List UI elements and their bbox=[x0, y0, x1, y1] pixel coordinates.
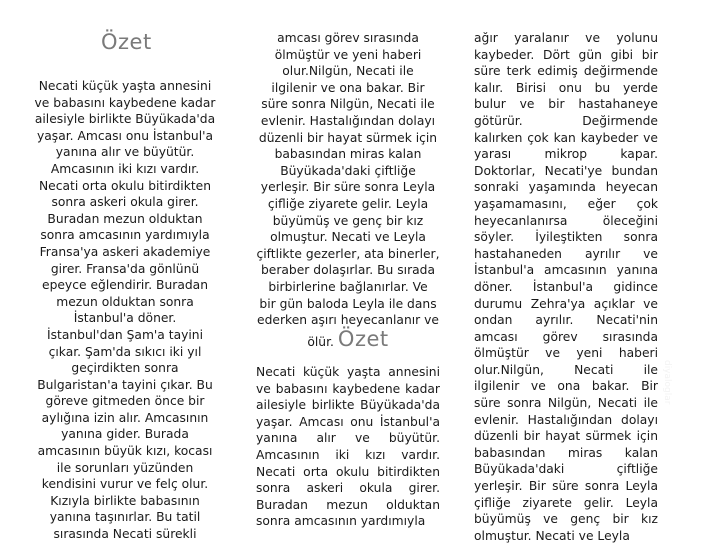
text-column-3 bbox=[474, 30, 658, 544]
text-line: İstanbul'a döner. bbox=[73, 311, 177, 326]
text-line: Amcasının iki kızı vardır. bbox=[256, 447, 440, 462]
text-line: Necati küçük yaşta annesini bbox=[256, 365, 440, 379]
text-line: ederken aşırı heyecanlanır ve bbox=[257, 313, 439, 328]
text-line: yanına gider. Burada bbox=[61, 427, 189, 442]
text-line: Büyükada'daki çiftliğe bbox=[280, 163, 416, 178]
text-line: yaşar. Amcası onu İstanbul'a bbox=[256, 414, 440, 429]
text-line: yerleşir. Bir süre sonra Leyla bbox=[474, 479, 658, 494]
text-line: ailesiyle birlikte Büyükada'da bbox=[34, 112, 216, 127]
text-line: geçirdikten sonra bbox=[71, 361, 179, 376]
text-line: Necati küçük yaşta annesini bbox=[38, 79, 212, 93]
text-line: ondan ayrılır. Necati'nin bbox=[474, 313, 658, 328]
text-line: düzenli bir hayat sürmek için bbox=[474, 429, 658, 444]
text-line: yanına alır ve büyütür. bbox=[55, 145, 195, 160]
text-line: yaşamamasını, eğer çok bbox=[474, 196, 658, 211]
text-line: Bulgaristan'a tayini çıkar. Bu bbox=[37, 377, 213, 392]
text-line: kalır. Birisi onu bu yerde bbox=[474, 80, 658, 95]
text-line: Doktorlar, Necati'ye bundan bbox=[474, 163, 658, 178]
text-line: ile sorunları yüzünden bbox=[56, 460, 194, 475]
text-column-2 bbox=[250, 30, 446, 329]
text-line: süre terk edimiş değirmende bbox=[474, 64, 658, 79]
text-line: olur.Nilgün, Necati ile bbox=[474, 362, 658, 377]
text-line: ve babasını kaybedene kadar bbox=[34, 95, 216, 110]
text-line: epeyce eğlendirir. Buradan bbox=[42, 278, 208, 293]
text-line: yaşar. Amcası onu İstanbul'a bbox=[36, 128, 214, 143]
text-line: büyümüş ve genç bir kız bbox=[474, 512, 658, 527]
text-line: Necati orta okulu bitirdikten bbox=[38, 178, 212, 193]
text-line: süre sonra Nilgün, Necati ile bbox=[261, 97, 435, 112]
text-line: yarası mikrop kapar. bbox=[474, 147, 658, 162]
text-line: Amcasının iki kızı vardır. bbox=[50, 161, 200, 176]
summary-heading-repeat: Özet bbox=[337, 327, 389, 351]
text-line: Necati orta okulu bitirdikten bbox=[256, 464, 440, 479]
text-line: sonraki yaşamında heyecan bbox=[474, 180, 658, 195]
text-line: kalırken çok kan kaybeder ve bbox=[474, 130, 658, 145]
text-line: babasından miras kalan bbox=[474, 445, 658, 460]
text-line: göreve gitmeden önce bir bbox=[45, 394, 205, 409]
summary-heading: Özet bbox=[101, 30, 152, 54]
text-line: döner. İstanbul'a gidince bbox=[474, 279, 658, 294]
text-line: ölmüştür ve yeni haberi bbox=[474, 346, 658, 361]
text-line: düzenli bir hayat sürmek için bbox=[258, 130, 438, 145]
text-line: çifliğe ziyarete gelir. Leyla bbox=[474, 495, 658, 510]
text-line: ve babasını kaybedene kadar bbox=[256, 381, 440, 396]
text-line: babasından miras kalan bbox=[274, 147, 422, 162]
text-line: kendisini vurur ve felç olur. bbox=[41, 477, 209, 492]
text-line: bulur ve bir hastahaneye bbox=[474, 97, 658, 112]
text-line: bir gün baloda Leyla ile dans bbox=[259, 296, 437, 311]
text-line: sonra askeri okula girer. bbox=[51, 195, 199, 210]
text-line: yerleşir. Bir süre sonra Leyla bbox=[260, 180, 436, 195]
text-line: evlenir. Hastalığından dolayı bbox=[260, 113, 436, 128]
text-line: heyecanlanırsa öleceğini bbox=[474, 213, 658, 228]
text-line: sonra askeri okula girer. bbox=[256, 481, 440, 496]
text-line: çifliğe ziyarete gelir. Leyla bbox=[267, 196, 429, 211]
text-line: hastahaneden ayrılır ve bbox=[474, 246, 658, 261]
text-line: ilgilenir ve ona bakar. Bir bbox=[271, 80, 425, 95]
text-line: çiftlikte gezerler, ata binerler, bbox=[256, 246, 440, 261]
text-line: ilgilenir ve ona bakar. Bir bbox=[474, 379, 658, 394]
text-line: Buradan mezun olduktan bbox=[47, 211, 203, 226]
text-line: Kızıyla birlikte babasının bbox=[50, 493, 200, 508]
text-line: olmuştur. Necati ve Leyla bbox=[474, 528, 630, 543]
text-line: mezun olduktan sonra bbox=[56, 294, 194, 309]
text-line: Büyükada'daki çiftliğe bbox=[474, 462, 658, 477]
text-line: sonra amcasının yardımıyla bbox=[256, 514, 426, 529]
text-line: sırasında Necati sürekli bbox=[53, 527, 197, 542]
text-line: birbirlerine bağlanırlar. Ve bbox=[268, 279, 428, 294]
text-line: İstanbul'a amcasının yanına bbox=[474, 263, 658, 278]
text-line: evlenir. Hastalığından dolayı bbox=[474, 412, 658, 427]
text-line: amcası görev sırasında bbox=[474, 329, 658, 344]
text-line: sonra amcasının yardımıyla bbox=[40, 228, 210, 243]
text-line: yanına taşınırlar. Bu tatil bbox=[49, 510, 201, 525]
text-line: ölmüştür ve yeni haberi bbox=[274, 47, 422, 62]
text-line: Buradan mezun olduktan bbox=[256, 497, 440, 512]
text-line: çıkar. Şam'da sıkıcı iki yıl bbox=[48, 344, 202, 359]
text-line: süre sonra Nilgün, Necati ile bbox=[474, 396, 658, 411]
text-line: amcasının büyük kızı, kocası bbox=[37, 444, 213, 459]
text-line: Fransa'ya askeri akademiye bbox=[39, 244, 211, 259]
text-line: girer. Fransa'da gönlünü bbox=[50, 261, 200, 276]
text-line: ağır yaralanır ve yolunu bbox=[474, 31, 658, 45]
watermark: diyaloglar bbox=[662, 360, 672, 405]
text-line: yanına alır ve büyütür. bbox=[256, 431, 440, 446]
text-line: götürür. Değirmende bbox=[474, 113, 658, 128]
text-column-1 bbox=[30, 78, 220, 543]
text-line: İstanbul'dan Şam'a tayini bbox=[46, 327, 204, 342]
text-line: kaybeder. Dört gün gibi bir bbox=[474, 47, 658, 62]
text-line: ailesiyle birlikte Büyükada'da bbox=[256, 398, 440, 413]
text-column-2-repeat bbox=[256, 364, 440, 530]
text-line: olmuştur. Necati ve Leyla bbox=[270, 230, 426, 245]
text-line: söyler. İyileştikten sonra bbox=[474, 230, 658, 245]
text-line: amcası görev sırasında bbox=[277, 31, 419, 45]
text-line: büyümüş ve genç bir kız bbox=[272, 213, 424, 228]
text-line: olur.Nilgün, Necati ile bbox=[282, 64, 414, 79]
text-line: aylığına izin alır. Amcasının bbox=[41, 410, 209, 425]
text-line: beraber dolaşırlar. Bu sırada bbox=[260, 263, 436, 278]
column-2-end bbox=[250, 326, 446, 355]
column-2-tail-text: ölür. bbox=[307, 335, 334, 349]
text-line: durumu Zehra'ya açıklar ve bbox=[474, 296, 658, 311]
